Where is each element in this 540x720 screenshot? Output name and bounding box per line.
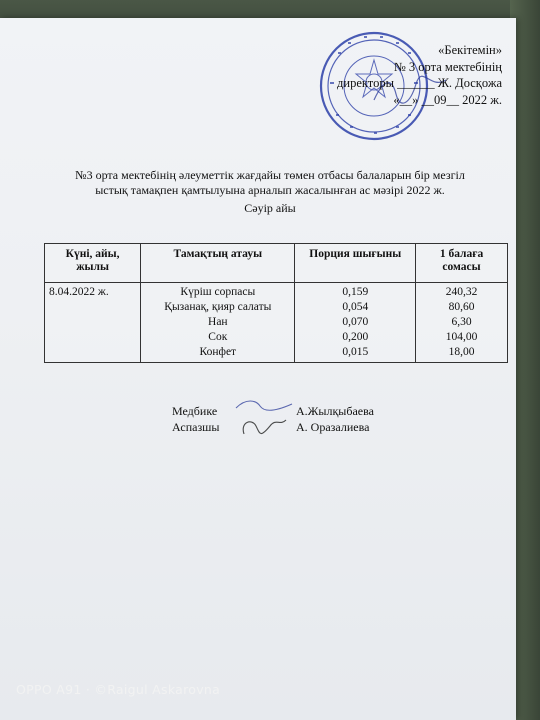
title-line-1: №3 орта мектебінің әлеуметтік жағдайы төмен отбасы балаларын бір мезгіл: [75, 168, 465, 182]
portion-value: 0,070: [342, 316, 369, 328]
signer-role: Медбике: [172, 404, 218, 418]
portion-value: 0,159: [342, 286, 369, 298]
approval-block: [282, 42, 502, 108]
table-row: [45, 283, 508, 363]
food-name: Қызанақ, қияр салаты: [164, 301, 272, 313]
food-name: Сок: [208, 331, 228, 343]
menu-table: [44, 243, 508, 363]
food-name: Нан: [208, 316, 228, 328]
sum-value: 240,32: [445, 286, 478, 298]
header-food-name: Тамақтың атауы: [141, 244, 295, 283]
portion-value: 0,054: [342, 301, 369, 313]
header-portion: Порция шығыны: [295, 244, 416, 283]
signer-row: [172, 403, 432, 419]
cell-food-names: [141, 283, 295, 363]
food-name: Күріш сорпасы: [180, 286, 256, 298]
camera-watermark: OPPO A91 · ©Raigul Askarovna: [16, 682, 221, 697]
food-name: Конфет: [199, 346, 237, 358]
signer-role: Аспазшы: [172, 420, 220, 434]
signer-name: А. Оразалиева: [296, 420, 370, 434]
sum-value: 80,60: [448, 301, 475, 313]
table-header-row: [45, 244, 508, 283]
month-subtitle: Сәуір айы: [244, 201, 296, 215]
cell-sums: [416, 283, 508, 363]
signer-name: А.Жылқыбаева: [296, 404, 374, 418]
sum-value: 6,30: [451, 316, 472, 328]
portion-value: 0,015: [342, 346, 369, 358]
sum-value: 104,00: [445, 331, 478, 343]
signer-row: [172, 419, 432, 435]
approval-school: № 3 орта мектебінің: [393, 59, 502, 74]
portion-value: 0,200: [342, 331, 369, 343]
header-date: Күні, айы, жылы: [45, 244, 141, 283]
cell-date: 8.04.2022 ж.: [45, 283, 141, 363]
sum-value: 18,00: [448, 346, 475, 358]
document-title: [30, 168, 510, 197]
title-line-2: ыстық тамақпен қамтылуына арналып жасалынған ас мәзірі 2022 ж.: [95, 182, 445, 197]
approval-heading: «Бекітемін»: [438, 43, 502, 57]
header-sum: 1 балаға сомасы: [416, 244, 508, 283]
signers-block: [172, 403, 432, 435]
approval-date: «__» __09__ 2022 ж.: [393, 92, 502, 107]
approval-director: директоры ______ Ж. Досқожа: [337, 76, 502, 90]
document-sheet: [0, 18, 516, 720]
cell-portions: [295, 283, 416, 363]
